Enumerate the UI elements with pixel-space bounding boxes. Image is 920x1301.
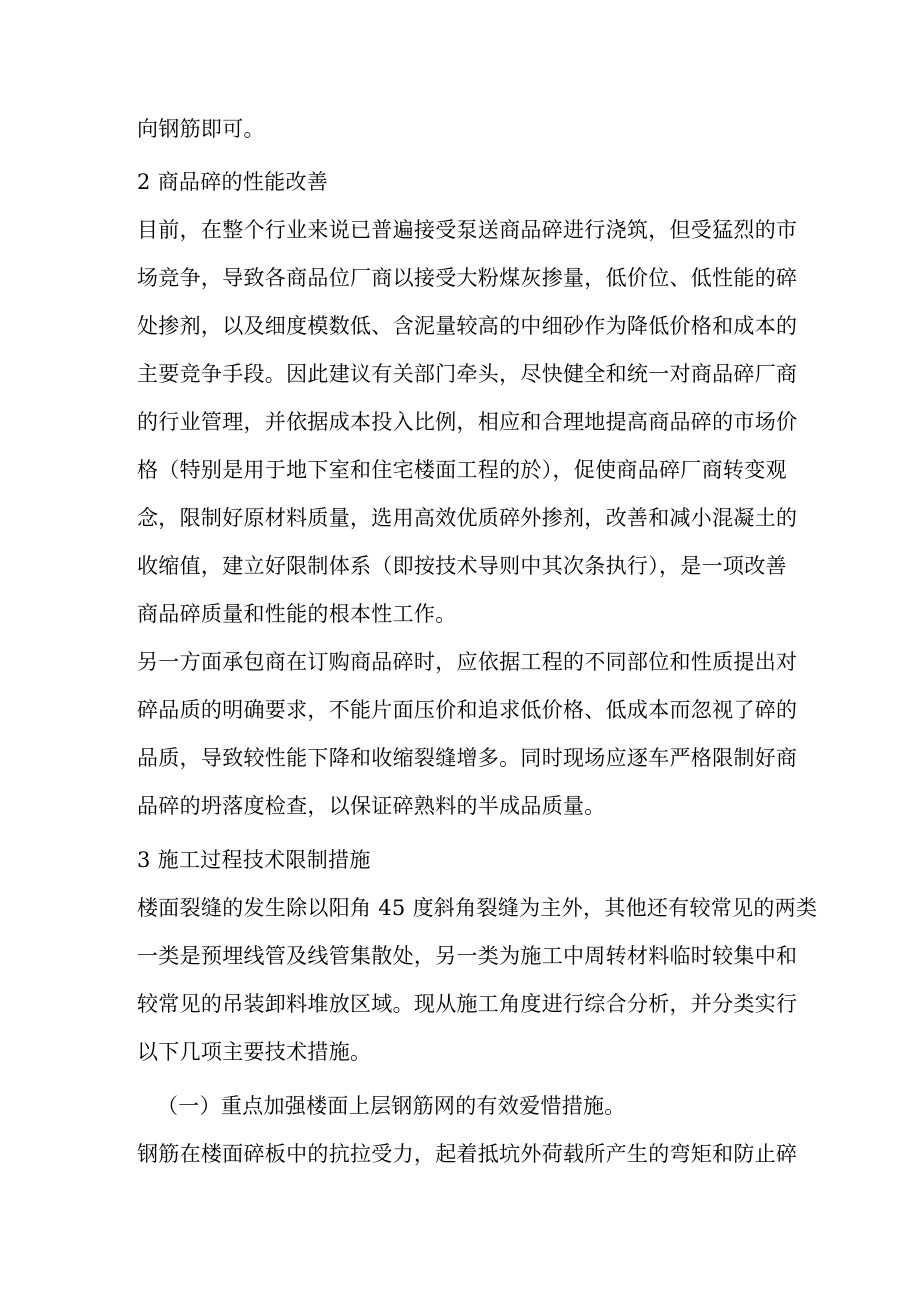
text-line: 的行业管理，并依据成本投入比例，相应和合理地提高商品碎的市场价: [137, 410, 798, 434]
text-line: 楼面裂缝的发生除以阳角 45 度斜角裂缝为主外，其他还有较常见的两类: [137, 896, 818, 920]
text-line: 念，限制好原材料质量，选用高效优质碎外掺剂，改善和减小混凝土的: [137, 506, 798, 530]
text-line: 以下几项主要技术措施。: [137, 1040, 372, 1064]
text-line: 碎品质的明确要求，不能片面压价和追求低价格、低成本而忽视了碎的: [137, 698, 798, 722]
text-line: 主要竞争手段。因此建议有关部门牵头，尽快健全和统一对商品碎厂商: [137, 362, 798, 386]
text-line: 品碎的坍落度检查，以保证碎熟料的半成品质量。: [137, 794, 606, 818]
text-line: 品质，导致较性能下降和收缩裂缝增多。同时现场应逐车严格限制好商: [137, 746, 798, 770]
text-line: 钢筋在楼面碎板中的抗拉受力，起着抵坑外荷载所产生的弯矩和防止碎: [137, 1142, 798, 1166]
text-line: 另一方面承包商在订购商品碎时，应依据工程的不同部位和性质提出对: [137, 650, 798, 674]
text-line: 格（特别是用于地下室和住宅楼面工程的於），促使商品碎厂商转变观: [137, 458, 787, 482]
text-line: 场竞争，导致各商品位厂商以接受大粉煤灰掺量，低价位、低性能的碎: [137, 266, 798, 290]
text-line: 处掺剂，以及细度模数低、含泥量较高的中细砂作为降低价格和成本的: [137, 314, 798, 338]
section-heading: 3 施工过程技术限制措施: [137, 848, 371, 872]
text-line: 目前，在整个行业来说已普遍接受泵送商品碎进行浇筑，但受猛烈的市: [137, 218, 798, 242]
text-line: 一类是预埋线管及线管集散处，另一类为施工中周转材料临时较集中和: [137, 944, 798, 968]
text-line: 向钢筋即可。: [137, 117, 265, 141]
text-line: 收缩值，建立好限制体系（即按技术导则中其次条执行），是一项改善: [137, 554, 787, 578]
text-line: 商品碎质量和性能的根本性工作。: [137, 602, 457, 626]
subsection-heading: （一）重点加强楼面上层钢筋网的有效爱惜措施。: [157, 1094, 626, 1118]
text-line: 较常见的吊装卸料堆放区域。现从施工角度进行综合分析，并分类实行: [137, 992, 798, 1016]
section-heading: 2 商品碎的性能改善: [137, 170, 329, 194]
